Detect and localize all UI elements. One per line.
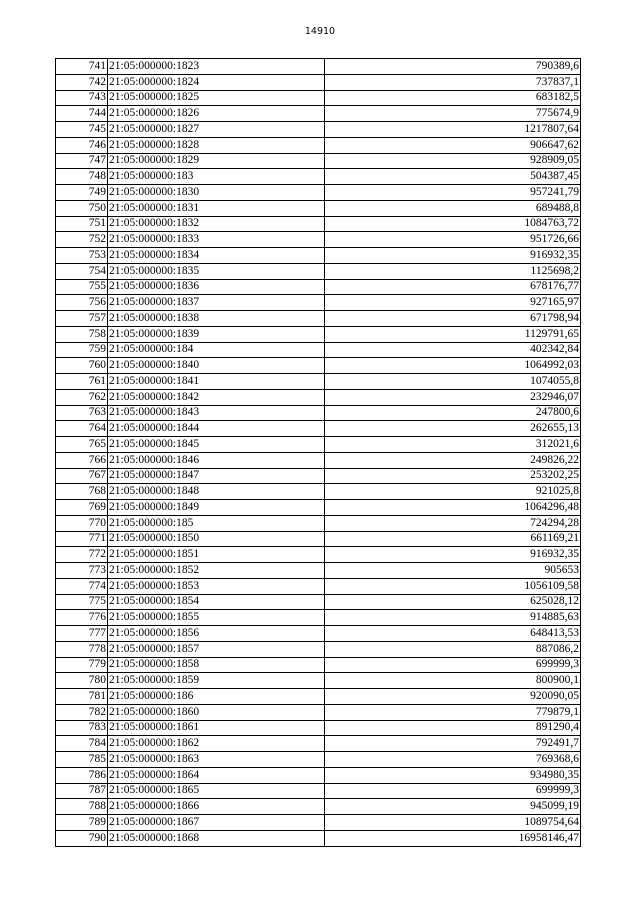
value-cell: 792491,7 (325, 736, 581, 752)
cadastral-number-cell: 21:05:000000:184 (108, 342, 325, 358)
table-row (56, 153, 581, 169)
value-cell: 402342,84 (325, 342, 581, 358)
value-cell: 699999,3 (325, 657, 581, 673)
table-row (56, 437, 581, 453)
row-number-cell: 780 (56, 673, 108, 689)
table-row (56, 295, 581, 311)
row-number-cell: 765 (56, 437, 108, 453)
row-number-cell: 760 (56, 358, 108, 374)
row-number-cell: 790 (56, 830, 108, 846)
value-cell: 887086,2 (325, 641, 581, 657)
value-cell: 1084763,72 (325, 216, 581, 232)
table-row (56, 531, 581, 547)
row-number-cell: 744 (56, 106, 108, 122)
row-number-cell: 787 (56, 783, 108, 799)
cadastral-number-cell: 21:05:000000:1852 (108, 563, 325, 579)
cadastral-number-cell: 21:05:000000:1832 (108, 216, 325, 232)
cadastral-number-cell: 21:05:000000:1824 (108, 74, 325, 90)
cadastral-number-cell: 21:05:000000:1823 (108, 59, 325, 75)
cadastral-number-cell: 21:05:000000:1853 (108, 578, 325, 594)
row-number-cell: 783 (56, 720, 108, 736)
row-number-cell: 750 (56, 200, 108, 216)
row-number-cell: 752 (56, 232, 108, 248)
cadastral-number-cell: 21:05:000000:1865 (108, 783, 325, 799)
row-number-cell: 766 (56, 452, 108, 468)
cadastral-number-cell: 21:05:000000:1857 (108, 641, 325, 657)
row-number-cell: 778 (56, 641, 108, 657)
row-number-cell: 759 (56, 342, 108, 358)
row-number-cell: 754 (56, 263, 108, 279)
table-row (56, 248, 581, 264)
row-number-cell: 773 (56, 563, 108, 579)
cadastral-number-cell: 21:05:000000:1850 (108, 531, 325, 547)
row-number-cell: 782 (56, 704, 108, 720)
row-number-cell: 767 (56, 468, 108, 484)
cadastral-number-cell: 21:05:000000:1848 (108, 484, 325, 500)
value-cell: 957241,79 (325, 185, 581, 201)
row-number-cell: 746 (56, 137, 108, 153)
value-cell: 504387,45 (325, 169, 581, 185)
cadastral-number-cell: 21:05:000000:185 (108, 515, 325, 531)
cadastral-number-cell: 21:05:000000:1846 (108, 452, 325, 468)
row-number-cell: 784 (56, 736, 108, 752)
table-row (56, 767, 581, 783)
value-cell: 671798,94 (325, 311, 581, 327)
table-row (56, 326, 581, 342)
row-number-cell: 749 (56, 185, 108, 201)
row-number-cell: 743 (56, 90, 108, 106)
row-number-cell: 755 (56, 279, 108, 295)
row-number-cell: 753 (56, 248, 108, 264)
table-row (56, 405, 581, 421)
cadastral-number-cell: 21:05:000000:1851 (108, 547, 325, 563)
table-row (56, 342, 581, 358)
table-row (56, 704, 581, 720)
cadastral-number-cell: 21:05:000000:1831 (108, 200, 325, 216)
row-number-cell: 772 (56, 547, 108, 563)
value-cell: 945099,19 (325, 799, 581, 815)
value-cell: 914885,63 (325, 610, 581, 626)
value-cell: 921025,8 (325, 484, 581, 500)
data-table (55, 58, 581, 847)
row-number-cell: 747 (56, 153, 108, 169)
value-cell: 916932,35 (325, 547, 581, 563)
value-cell: 312021,6 (325, 437, 581, 453)
value-cell: 1089754,64 (325, 815, 581, 831)
cadastral-number-cell: 21:05:000000:1833 (108, 232, 325, 248)
table-row (56, 389, 581, 405)
cadastral-number-cell: 21:05:000000:1827 (108, 122, 325, 138)
row-number-cell: 774 (56, 578, 108, 594)
cadastral-number-cell: 21:05:000000:1835 (108, 263, 325, 279)
row-number-cell: 763 (56, 405, 108, 421)
cadastral-number-cell: 21:05:000000:183 (108, 169, 325, 185)
table-row (56, 421, 581, 437)
cadastral-number-cell: 21:05:000000:1834 (108, 248, 325, 264)
value-cell: 249826,22 (325, 452, 581, 468)
table-row (56, 452, 581, 468)
table-row (56, 641, 581, 657)
table-row (56, 689, 581, 705)
cadastral-number-cell: 21:05:000000:1839 (108, 326, 325, 342)
row-number-cell: 756 (56, 295, 108, 311)
value-cell: 927165,97 (325, 295, 581, 311)
value-cell: 724294,28 (325, 515, 581, 531)
value-cell: 661169,21 (325, 531, 581, 547)
cadastral-number-cell: 21:05:000000:1845 (108, 437, 325, 453)
value-cell: 951726,66 (325, 232, 581, 248)
cadastral-number-cell: 21:05:000000:1849 (108, 500, 325, 516)
cadastral-number-cell: 21:05:000000:1844 (108, 421, 325, 437)
table-row (56, 311, 581, 327)
table-row (56, 720, 581, 736)
table-row (56, 185, 581, 201)
cadastral-number-cell: 21:05:000000:1847 (108, 468, 325, 484)
value-cell: 916932,35 (325, 248, 581, 264)
cadastral-number-cell: 21:05:000000:1843 (108, 405, 325, 421)
value-cell: 800900,1 (325, 673, 581, 689)
table-row (56, 232, 581, 248)
table-row (56, 484, 581, 500)
value-cell: 1064296,48 (325, 500, 581, 516)
table-row (56, 279, 581, 295)
table-row (56, 673, 581, 689)
table-row (56, 358, 581, 374)
cadastral-number-cell: 21:05:000000:186 (108, 689, 325, 705)
row-number-cell: 771 (56, 531, 108, 547)
value-cell: 1056109,58 (325, 578, 581, 594)
table-row (56, 547, 581, 563)
table-row (56, 500, 581, 516)
value-cell: 790389,6 (325, 59, 581, 75)
value-cell: 1125698,2 (325, 263, 581, 279)
table-row (56, 137, 581, 153)
row-number-cell: 788 (56, 799, 108, 815)
table-row (56, 374, 581, 390)
cadastral-number-cell: 21:05:000000:1868 (108, 830, 325, 846)
value-cell: 1074055,8 (325, 374, 581, 390)
cadastral-number-cell: 21:05:000000:1830 (108, 185, 325, 201)
row-number-cell: 789 (56, 815, 108, 831)
value-cell: 253202,25 (325, 468, 581, 484)
value-cell: 683182,5 (325, 90, 581, 106)
table-row (56, 799, 581, 815)
table-row (56, 610, 581, 626)
cadastral-number-cell: 21:05:000000:1841 (108, 374, 325, 390)
cadastral-number-cell: 21:05:000000:1829 (108, 153, 325, 169)
value-cell: 232946,07 (325, 389, 581, 405)
row-number-cell: 751 (56, 216, 108, 232)
row-number-cell: 745 (56, 122, 108, 138)
value-cell: 262655,13 (325, 421, 581, 437)
value-cell: 779879,1 (325, 704, 581, 720)
value-cell: 769368,6 (325, 752, 581, 768)
row-number-cell: 775 (56, 594, 108, 610)
table-row (56, 169, 581, 185)
row-number-cell: 776 (56, 610, 108, 626)
cadastral-number-cell: 21:05:000000:1840 (108, 358, 325, 374)
cadastral-number-cell: 21:05:000000:1856 (108, 626, 325, 642)
cadastral-number-cell: 21:05:000000:1854 (108, 594, 325, 610)
row-number-cell: 757 (56, 311, 108, 327)
table-row (56, 563, 581, 579)
cadastral-number-cell: 21:05:000000:1838 (108, 311, 325, 327)
value-cell: 625028,12 (325, 594, 581, 610)
table-row (56, 626, 581, 642)
cadastral-number-cell: 21:05:000000:1862 (108, 736, 325, 752)
cadastral-number-cell: 21:05:000000:1837 (108, 295, 325, 311)
cadastral-number-cell: 21:05:000000:1826 (108, 106, 325, 122)
table-row (56, 594, 581, 610)
cadastral-number-cell: 21:05:000000:1860 (108, 704, 325, 720)
table-row (56, 200, 581, 216)
row-number-cell: 770 (56, 515, 108, 531)
cadastral-number-cell: 21:05:000000:1836 (108, 279, 325, 295)
row-number-cell: 769 (56, 500, 108, 516)
table-row (56, 263, 581, 279)
row-number-cell: 785 (56, 752, 108, 768)
cadastral-number-cell: 21:05:000000:1842 (108, 389, 325, 405)
value-cell: 891290,4 (325, 720, 581, 736)
table-row (56, 783, 581, 799)
cadastral-number-cell: 21:05:000000:1855 (108, 610, 325, 626)
table-row (56, 736, 581, 752)
page-number: 14910 (304, 26, 336, 37)
row-number-cell: 758 (56, 326, 108, 342)
table-row (56, 578, 581, 594)
table-row (56, 122, 581, 138)
value-cell: 247800,6 (325, 405, 581, 421)
table-row (56, 752, 581, 768)
table-row (56, 657, 581, 673)
value-cell: 934980,35 (325, 767, 581, 783)
row-number-cell: 748 (56, 169, 108, 185)
table-row (56, 74, 581, 90)
cadastral-number-cell: 21:05:000000:1858 (108, 657, 325, 673)
value-cell: 1064992,03 (325, 358, 581, 374)
value-cell: 928909,05 (325, 153, 581, 169)
table-body (56, 59, 581, 847)
value-cell: 1217807,64 (325, 122, 581, 138)
row-number-cell: 742 (56, 74, 108, 90)
cadastral-number-cell: 21:05:000000:1863 (108, 752, 325, 768)
value-cell: 689488,8 (325, 200, 581, 216)
table-row (56, 515, 581, 531)
table-row (56, 830, 581, 846)
table-row (56, 59, 581, 75)
value-cell: 678176,77 (325, 279, 581, 295)
value-cell: 920090,05 (325, 689, 581, 705)
row-number-cell: 781 (56, 689, 108, 705)
value-cell: 737837,1 (325, 74, 581, 90)
row-number-cell: 779 (56, 657, 108, 673)
value-cell: 16958146,47 (325, 830, 581, 846)
cadastral-number-cell: 21:05:000000:1864 (108, 767, 325, 783)
cadastral-number-cell: 21:05:000000:1866 (108, 799, 325, 815)
cadastral-number-cell: 21:05:000000:1825 (108, 90, 325, 106)
row-number-cell: 762 (56, 389, 108, 405)
row-number-cell: 741 (56, 59, 108, 75)
value-cell: 648413,53 (325, 626, 581, 642)
row-number-cell: 761 (56, 374, 108, 390)
value-cell: 775674,9 (325, 106, 581, 122)
table-row (56, 468, 581, 484)
value-cell: 906647,62 (325, 137, 581, 153)
table-row (56, 216, 581, 232)
table-row (56, 90, 581, 106)
row-number-cell: 777 (56, 626, 108, 642)
cadastral-number-cell: 21:05:000000:1859 (108, 673, 325, 689)
value-cell: 1129791,65 (325, 326, 581, 342)
value-cell: 905653 (325, 563, 581, 579)
cadastral-number-cell: 21:05:000000:1867 (108, 815, 325, 831)
row-number-cell: 768 (56, 484, 108, 500)
table-row (56, 106, 581, 122)
row-number-cell: 786 (56, 767, 108, 783)
table-row (56, 815, 581, 831)
row-number-cell: 764 (56, 421, 108, 437)
value-cell: 699999,3 (325, 783, 581, 799)
cadastral-number-cell: 21:05:000000:1828 (108, 137, 325, 153)
cadastral-number-cell: 21:05:000000:1861 (108, 720, 325, 736)
